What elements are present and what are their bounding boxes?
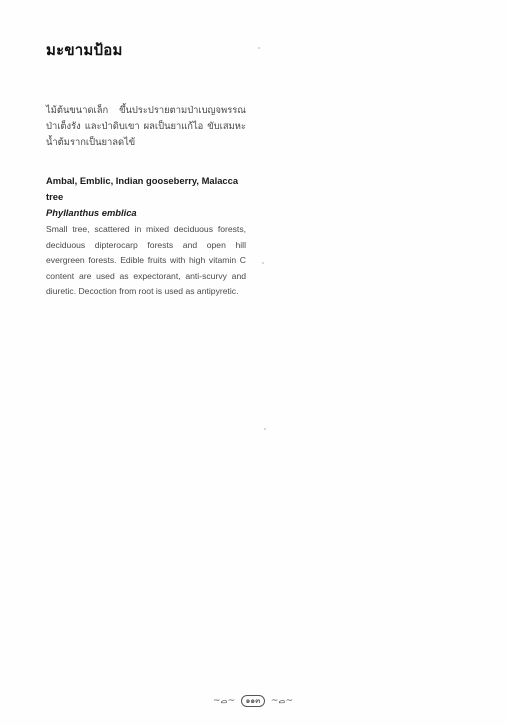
page-number: ๑๑๓ bbox=[241, 695, 266, 707]
thai-plant-name: มะขามป้อม bbox=[46, 41, 123, 59]
paper-speck bbox=[264, 428, 266, 430]
left-ornament-icon: ~ࡇ~ bbox=[213, 695, 236, 706]
english-description: Small tree, scattered in mixed deciduous forests, deciduous dipterocarp forests and open hill evergreen forests. Edible fruits with high vitamin C content are used as expectorant, anti-scurvy and diuretic. Decoction from root is used as antipyretic. bbox=[46, 224, 246, 297]
scientific-name: Phyllanthus emblica bbox=[46, 207, 137, 218]
paper-speck bbox=[258, 47, 260, 49]
paper-speck bbox=[262, 262, 264, 264]
english-common-names: Ambal, Emblic, Indian gooseberry, Malacca tree bbox=[46, 175, 239, 202]
thai-description: ไม้ต้นขนาดเล็ก ขึ้นประปรายตามป่าเบญจพรรณ ป่าเต็งรัง และป่าดิบเขา ผลเป็นยาแก้ไอ ขับเสมหะ น้ำต้มรากเป็นยาลดไข้ bbox=[46, 105, 246, 148]
page-footer bbox=[0, 695, 506, 707]
right-ornament-icon: ~ࡇ~ bbox=[270, 695, 293, 706]
